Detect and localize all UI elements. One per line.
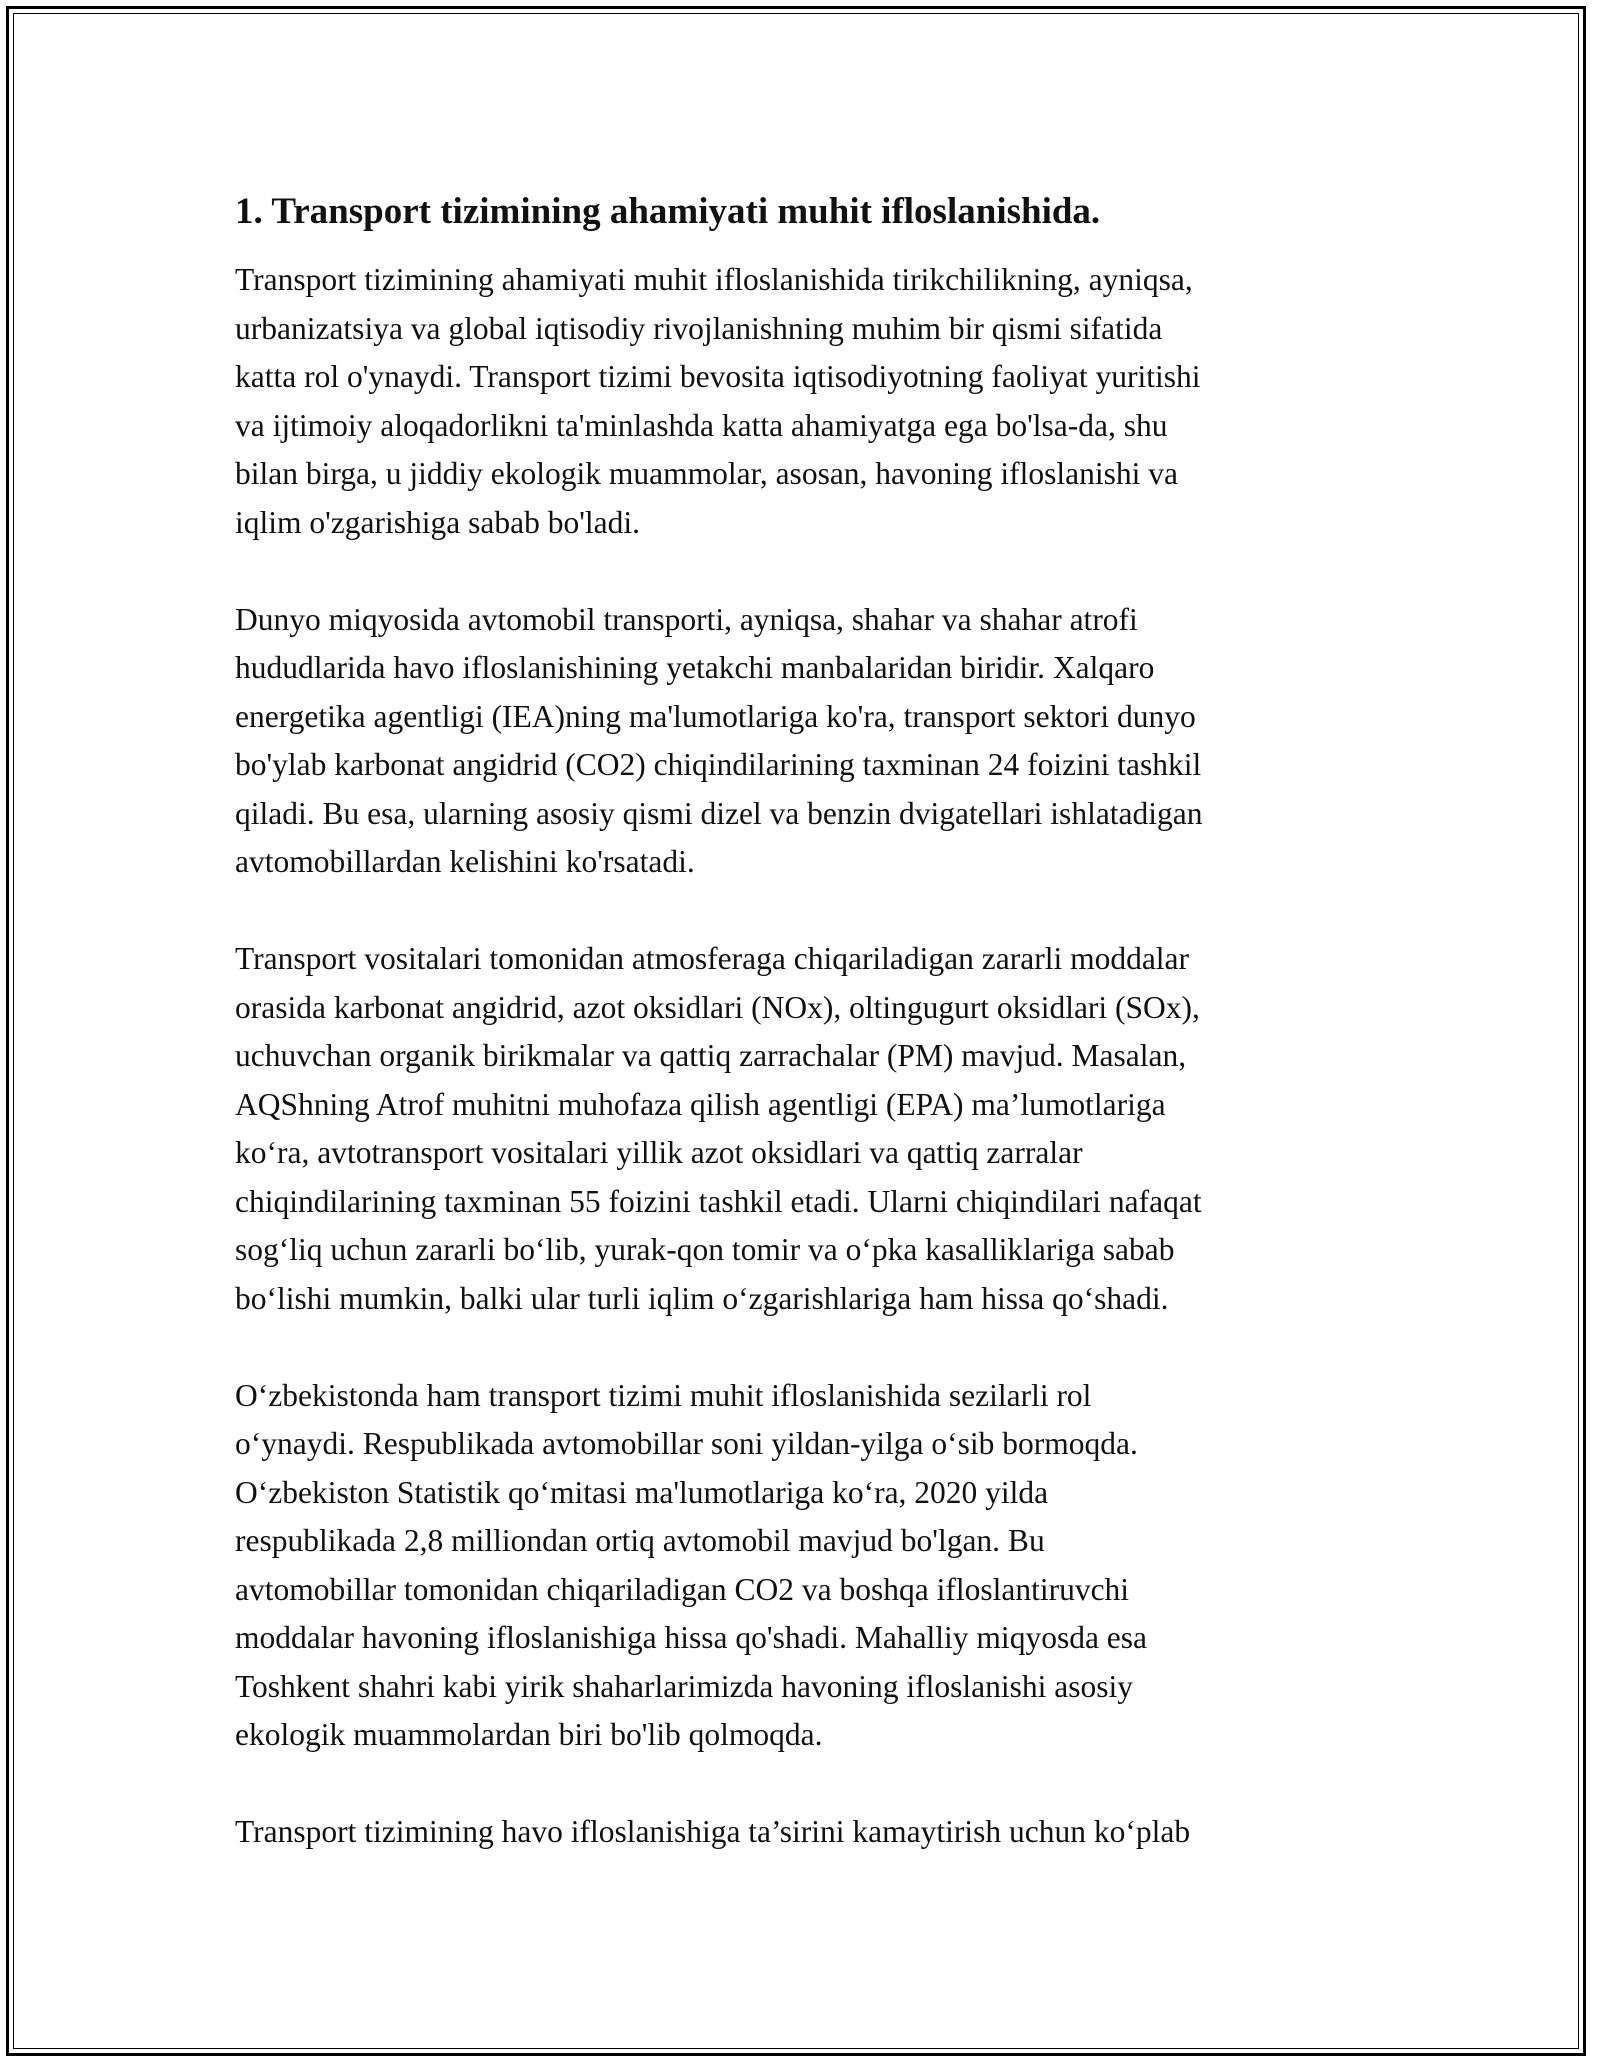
text-line: katta rol o'ynaydi. Transport tizimi bevosita iqtisodiyotning faoliyat yuritishi [235, 359, 1201, 394]
text-line: va ijtimoiy aloqadorlikni ta'minlashda katta ahamiyatga ega bo'lsa-da, shu [235, 407, 1168, 443]
text-line: O‘zbekistonda ham transport tizimi muhit ifloslanishida sezilarli rol [235, 1377, 1092, 1413]
section-heading: 1. Transport tizimining ahamiyati muhit ifloslanishida. [235, 191, 1101, 232]
text-line: Transport tizimining ahamiyati muhit ifloslanishida tirikchilikning, ayniqsa, [235, 262, 1193, 297]
paragraph-2 [235, 596, 1375, 887]
text-line: urbanizatsiya va global iqtisodiy rivojlanishning muhim bir qismi sifatida [235, 310, 1163, 346]
text-line: ko‘ra, avtotransport vositalari yillik azot oksidlari va qattiq zarralar [235, 1135, 1083, 1170]
text-line: moddalar havoning ifloslanishiga hissa qo'shadi. Mahalliy miqyosda esa [235, 1620, 1148, 1655]
text-line: iqlim o'zgarishiga sabab bo'ladi. [235, 504, 641, 540]
text-line: Transport vositalari tomonidan atmosferaga chiqariladigan zararli moddalar [235, 941, 1190, 976]
paragraph-1 [235, 256, 1375, 547]
text-line: O‘zbekiston Statistik qo‘mitasi ma'lumotlariga ko‘ra, 2020 yilda [235, 1474, 1049, 1510]
text-line: bo‘lishi mumkin, balki ular turli iqlim o‘zgarishlariga ham hissa qo‘shadi. [235, 1280, 1169, 1316]
text-line: Toshkent shahri kabi yirik shaharlarimizda havoning ifloslanishi asosiy [235, 1668, 1133, 1704]
text-line: avtomobillar tomonidan chiqariladigan CO2 va boshqa ifloslantiruvchi [235, 1571, 1130, 1607]
text-line: orasida karbonat angidrid, azot oksidlari (NOx), oltingugurt oksidlari (SOx), [235, 989, 1200, 1025]
text-line: bo'ylab karbonat angidrid (CO2) chiqindilarining taxminan 24 foizini tashkil [235, 747, 1202, 782]
text-line: uchuvchan organik birikmalar va qattiq zarrachalar (PM) mavjud. Masalan, [235, 1038, 1187, 1073]
text-line: energetika agentligi (IEA)ning ma'lumotlariga ko'ra, transport sektori dunyo [235, 698, 1196, 734]
text-line: o‘ynaydi. Respublikada avtomobillar soni yildan-yilga o‘sib bormoqda. [235, 1426, 1138, 1461]
text-line: ekologik muammolardan biri bo'lib qolmoqda. [235, 1717, 823, 1752]
text-line: respublikada 2,8 milliondan ortiq avtomobil mavjud bo'lgan. Bu [235, 1523, 1045, 1558]
paragraph-4 [235, 1372, 1375, 1760]
text-line: Transport tizimining havo ifloslanishiga ta’sirini kamaytirish uchun ko‘plab [235, 1814, 1191, 1849]
text-line: Dunyo miqyosida avtomobil transporti, ayniqsa, shahar va shahar atrofi [235, 601, 1138, 637]
paragraph-5 [235, 1808, 1375, 1857]
text-line: bilan birga, u jiddiy ekologik muammolar, asosan, havoning ifloslanishi va [235, 456, 1179, 491]
text-line: qiladi. Bu esa, ularning asosiy qismi dizel va benzin dvigatellari ishlatadigan [235, 795, 1203, 831]
text-line: AQShning Atrof muhitni muhofaza qilish agentligi (EPA) ma’lumotlariga [235, 1086, 1166, 1122]
text-line: avtomobillardan kelishini ko'rsatadi. [235, 844, 695, 879]
paragraph-3 [235, 935, 1375, 1323]
text-line: sog‘liq uchun zararli bo‘lib, yurak-qon tomir va o‘pka kasalliklariga sabab [235, 1232, 1175, 1267]
text-line: hududlarida havo ifloslanishining yetakchi manbalaridan biridir. Xalqaro [235, 650, 1155, 685]
text-line: chiqindilarining taxminan 55 foizini tashkil etadi. Ularni chiqindilari nafaqat [235, 1183, 1202, 1219]
document-body [235, 188, 1375, 1905]
